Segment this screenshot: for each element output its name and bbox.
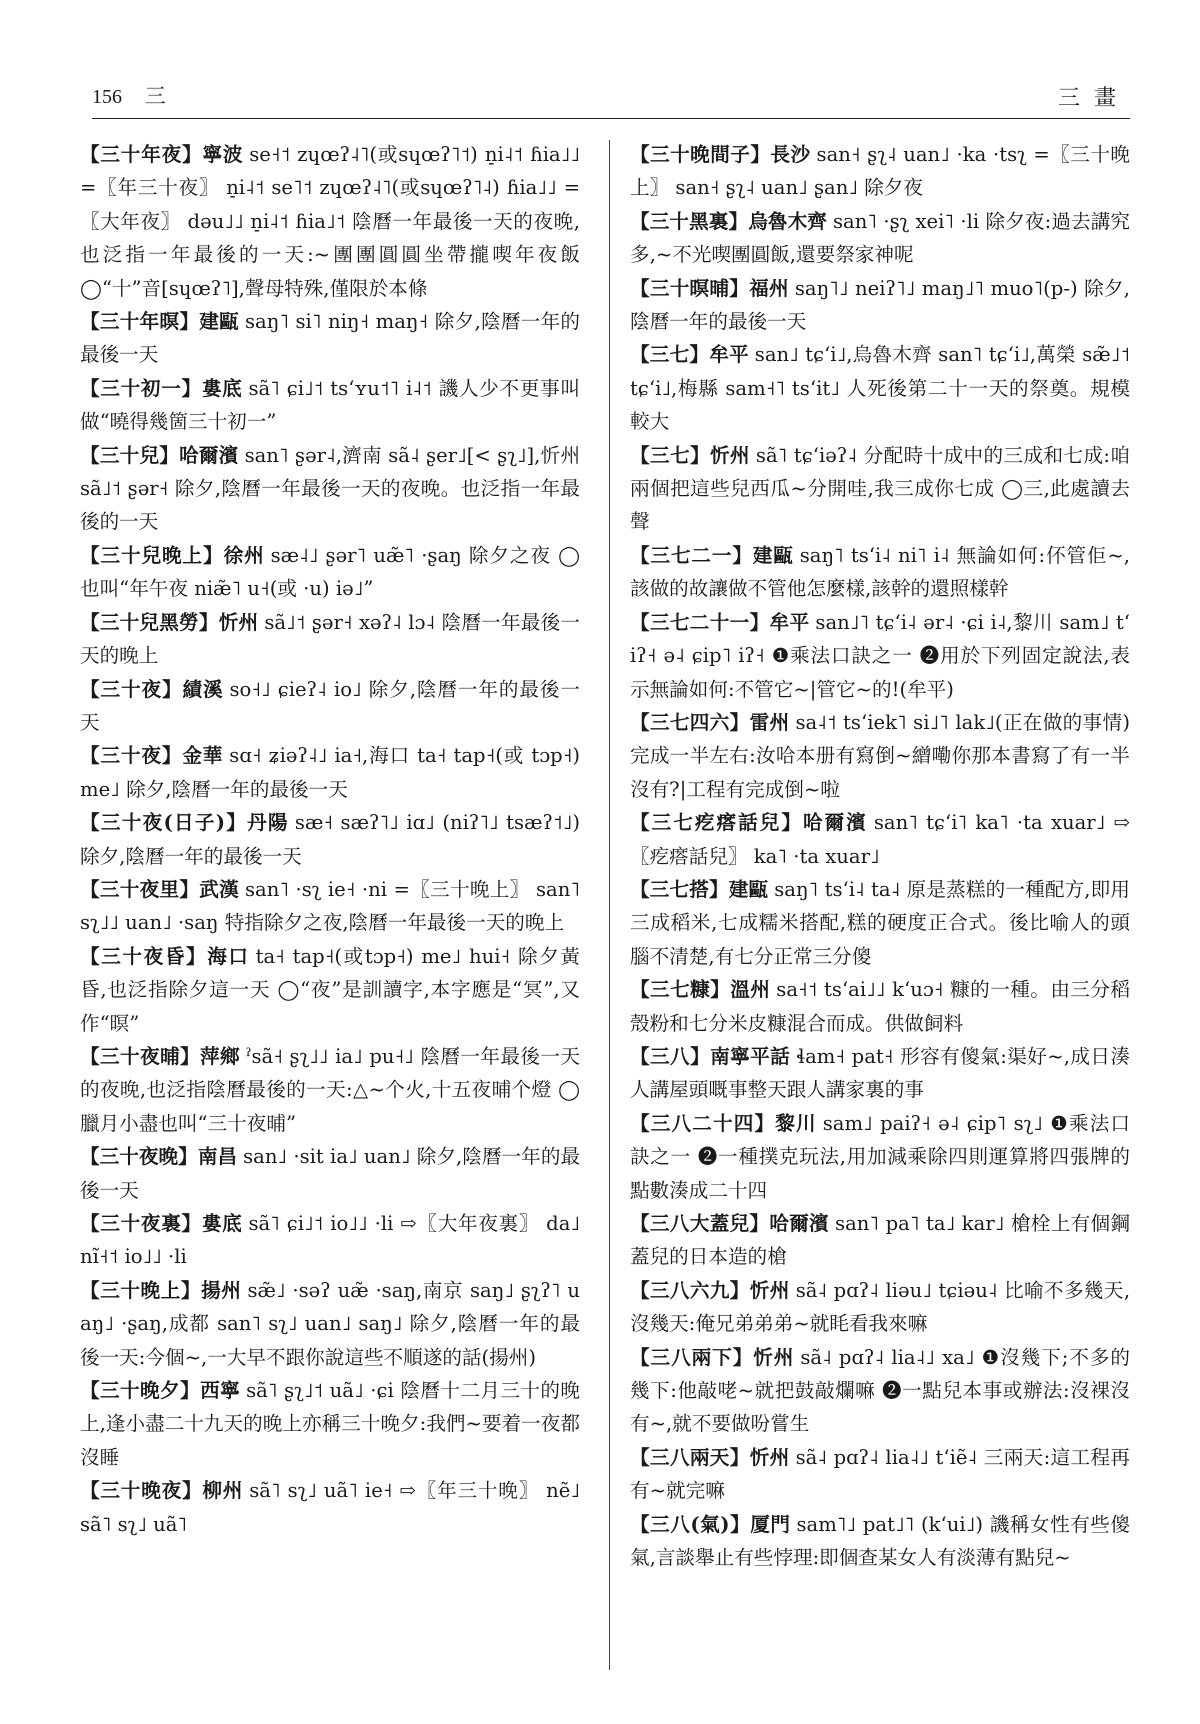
entry-locale: 溫州 [730, 978, 771, 1002]
entry-locale: 萍鄉 [200, 1044, 240, 1068]
entry-locale: 金華 [182, 744, 224, 768]
entry-text: sã˨ pɑʔ˨ lia˨˩ xa˩ ❶沒幾下;不多的幾下:他敲咾~就把鼓敲爛嘛 ❷一點兒本事或辦法:沒裸沒有~,就不要做吩嘗生 [630, 1345, 1131, 1436]
dictionary-entry [630, 539, 1130, 606]
entry-headword: 【 三十夜裏 】 [80, 1212, 202, 1235]
entry-text: saŋ˥ tsʻi˨ ta˨ 原是蒸糕的一種配方,即用三成稻米,七成糯米搭配,糕的硬度正合式。後比喻人的頭腦不清楚,有七分正常三分傻 [630, 877, 1131, 968]
entry-locale: 寧波 [202, 143, 244, 166]
entry-headword: 【 三十暝晡 】 [630, 277, 749, 300]
entry-locale: 揚州 [201, 1278, 242, 1302]
entry-locale: 忻州 [218, 610, 259, 634]
entry-text: sæ̃˩ ·səʔ uæ̃ ·saŋ,南京 saŋ˩ ʂʅʔ˥ uaŋ˩ ·ʂaŋ,成都 san˥ sʅ˩ uan˩ saŋ˩ 除夕,陰曆一年的最後一天:今個~,一大早不跟你說這些不順遂的話(揚州) [80, 1278, 581, 1369]
entry-text: ɬam˧ pat˧ 形容有傻氣:渠好~,成日湊人講屋頭嘅事整天跟人講家裏的事 [630, 1044, 1131, 1102]
dictionary-entry [630, 1107, 1130, 1207]
entry-headword: 【 三七搭 】 [630, 878, 729, 901]
entry-text: sa˨˦ tsʻiek˥ si˩˥ lak˩(正在做的事情)完成一半左右:汝哈本册有寫倒~繒嘞你那本書寫了有一半沒有?|工程有完成倒~啦 [630, 710, 1131, 801]
entry-headword: 【 三十晚間子 】 [630, 143, 770, 166]
dictionary-entry [630, 1274, 1130, 1341]
entry-headword: 【 三十年夜 】 [80, 143, 202, 166]
dictionary-entry [630, 806, 1130, 873]
entry-headword: 【 三十兒 】 [80, 444, 179, 467]
entry-text: sã˥ ɕi˩˦ tsʻʏu˦˥ i˨˦ 譏人少不更事叫做“曉得幾箇三十初一” [80, 376, 581, 434]
dictionary-entry [630, 1508, 1130, 1575]
dictionary-entry [80, 673, 580, 740]
entry-locale: 雷州 [749, 710, 790, 734]
entry-locale: 牟平 [709, 343, 749, 367]
entry-headword: 【 三十兒黑勞 】 [80, 611, 219, 634]
entry-locale: 婁底 [201, 376, 243, 400]
entry-locale: 哈爾濱 [769, 1212, 830, 1235]
entry-locale: 南昌 [197, 1145, 238, 1169]
entry-text: san˥ ·ʂʅ xei˥ ·li 除夕夜:過去講究多,~不光喫團圓飯,還要祭家神呢 [630, 209, 1131, 267]
page-header [92, 78, 1130, 119]
entry-text: saŋ˥ si˥ niŋ˧ maŋ˧ 除夕,陰曆一年的最後一天 [80, 310, 581, 367]
dictionary-entry [630, 973, 1130, 1040]
entry-locale: 海口 [207, 944, 250, 968]
entry-text: sæ˧ sæʔ˥˩ iɑ˩ (niʔ˥˩ tsæʔ˦˩) 除夕,陰曆一年的最後一天 [80, 811, 581, 868]
entry-text: sã˩˦ ʂər˧ xəʔ˨ lɔ˨ 陰曆一年最後一天的晚上 [80, 610, 581, 668]
dictionary-entry [80, 940, 580, 1040]
dictionary-entry [80, 1040, 580, 1140]
entry-headword: 【 三七四六 】 [630, 711, 750, 734]
dictionary-entry [630, 272, 1130, 339]
dictionary-entry [80, 539, 580, 606]
entry-text: san˩ tɕʻi˩,烏魯木齊 san˥ tɕʻi˩,萬榮 sæ̃˩˦ tɕʻi˩,梅縣 sam˧˥ tsʻit˩ 人死後第二十一天的祭奠。規模較大 [630, 343, 1130, 434]
entry-locale: 武漢 [199, 877, 239, 901]
entry-headword: 【 三十夜晚 】 [80, 1145, 198, 1168]
dictionary-entry [630, 873, 1130, 973]
entry-headword: 【 三十夜(日子) 】 [80, 811, 247, 834]
entry-text: sã˥ ʂʅ˩˦ uã˩ ·ɕi 陰曆十二月三十的晚上,逢小盡二十九天的晚上亦稱三十晚夕:我們~要着一夜都沒睡 [80, 1379, 581, 1469]
dictionary-entry [630, 138, 1130, 205]
entry-text: san˥ pa˥ ta˩ kar˩ 槍栓上有個鋼蓋兒的日本造的槍 [630, 1212, 1131, 1269]
dictionary-entry [80, 1274, 580, 1374]
dictionary-entry [80, 739, 580, 806]
entry-headword: 【 三八六九 】 [630, 1279, 750, 1302]
dictionary-entry [80, 1474, 580, 1541]
section-label-right: 三畫 [1057, 86, 1130, 111]
entry-headword: 【 三十夜昏 】 [80, 945, 207, 968]
entry-locale: 忻州 [753, 1345, 795, 1369]
entry-headword: 【 三十黑裏 】 [630, 210, 748, 233]
entry-locale: 建甌 [199, 310, 239, 334]
entry-headword: 【 三十年暝 】 [80, 310, 199, 333]
entry-headword: 【 三八兩下 】 [630, 1346, 753, 1369]
entry-locale: 福州 [749, 276, 789, 300]
entry-headword: 【 三十晚夕 】 [80, 1379, 200, 1402]
entry-text: san˩˥ tɕʻi˨ ər˨ ·ɕi i˨,黎川 sam˩ tʻiʔ˧ ə˨ ɕip˥ iʔ˧ ❶乘法口訣之一 ❷用於下列固定說法,表示無論如何:不管它~|管它~的!(牟平) [630, 610, 1131, 701]
dictionary-entry [80, 305, 580, 372]
page-number: 156 [92, 86, 122, 108]
entry-text: se˧˦ zɥœʔ˨˥(或sɥœʔ˥˦) n̠i˨˦ ɦia˩˩ =〖年三十夜〗 n̠i˨˦ se˥˦ zɥœʔ˨˥(或sɥœʔ˥˨) ɦia˩˩ =〖大年夜〗 dəu˩˩ n̠i˨˦ ɦia˩˦ 陰曆一年最後一天的夜晚,也泛指一年最後的一天:~團團圓圓坐帶攏喫年夜飯 ◯“十”音[sɥœʔ˥],聲母特殊,僅限於本條 [80, 143, 580, 300]
dictionary-entry [630, 338, 1130, 438]
right-column [630, 138, 1130, 1574]
dictionary-entry [630, 1040, 1130, 1107]
entry-text: sã˥ sʅ˩ uã˥ ie˧ ⇨〖年三十晚〗 nẽ˩ sã˥ sʅ˩ uã˥ [80, 1479, 581, 1536]
dictionary-entry [630, 1207, 1130, 1274]
entry-headword: 【 三七二一 】 [630, 544, 753, 567]
entry-locale: 南寧平話 [710, 1044, 791, 1068]
entry-headword: 【 三七 】 [630, 343, 709, 366]
entry-headword: 【 三十兒晚上 】 [80, 544, 224, 567]
entry-headword: 【 三七疙瘩話兒 】 [630, 811, 803, 834]
dictionary-entry [80, 1207, 580, 1274]
dictionary-entry [630, 439, 1130, 539]
entry-locale: 丹陽 [247, 811, 289, 835]
entry-text: sã˥ ɕi˩˦ io˩˩ ·li ⇨〖大年夜裏〗 da˩ nĩ˧˦ io˩˩ ·li [80, 1212, 581, 1269]
entry-locale: 厦門 [750, 1512, 791, 1536]
dictionary-entry [630, 1441, 1130, 1508]
entry-locale: 烏魯木齊 [748, 209, 827, 233]
entry-text: san˩ ·sit ia˩ uan˩ 除夕,陰曆一年的最後一天 [80, 1145, 581, 1202]
entry-text: saŋ˥˩ neiʔ˥˩ maŋ˩˥ muo˥(p-) 除夕,陰曆一年的最後一天 [630, 276, 1131, 334]
entry-text: sæ˨˩ ʂər˥ uæ̃˥ ·ʂaŋ 除夕之夜 ◯也叫“年午夜 niæ̃˥ u˧(或 ·u) iə˩” [80, 543, 581, 601]
entry-text: sɑ˧ ʑiəʔ˨˩ ia˧,海口 ta˧ tap˧(或 tɔp˧) me˩ 除夕,陰曆一年的最後一天 [80, 744, 581, 801]
entry-text: so˧˩ ɕieʔ˨ io˩ 除夕,陰曆一年的最後一天 [80, 677, 581, 734]
entry-headword: 【 三十夜里 】 [80, 878, 199, 901]
entry-locale: 婁底 [201, 1212, 243, 1235]
entry-headword: 【 三八大蓋兒 】 [630, 1212, 769, 1235]
entry-headword: 【 三七糠 】 [630, 978, 730, 1001]
dictionary-entry [630, 1341, 1130, 1441]
section-label-left: 三 [144, 84, 166, 108]
entry-locale: 黎川 [775, 1111, 817, 1135]
entry-locale: 哈爾濱 [179, 443, 239, 467]
entry-headword: 【 三十夜晡 】 [80, 1045, 200, 1068]
dictionary-entry [80, 372, 580, 439]
entry-headword: 【 三八 】 [630, 1045, 710, 1068]
entry-text: sã˨ pɑʔ˨ lia˨˩ tʻiẽ˨ 三兩天:這工程再有~就完嘛 [630, 1445, 1131, 1503]
entry-locale: 牟平 [769, 610, 810, 634]
entry-headword: 【 三八兩天 】 [630, 1446, 750, 1469]
entry-locale: 建甌 [752, 543, 794, 567]
entry-locale: 忻州 [749, 1445, 790, 1469]
left-column [80, 138, 580, 1541]
dictionary-entry [80, 873, 580, 940]
entry-headword: 【 三十晚夜 】 [80, 1479, 202, 1502]
entry-locale: 忻州 [709, 443, 750, 467]
entry-locale: 建甌 [728, 877, 769, 901]
dictionary-entry [630, 606, 1130, 706]
column-divider [609, 140, 610, 1670]
entry-locale: 績溪 [182, 677, 224, 701]
entry-locale: 柳州 [202, 1479, 244, 1503]
entry-headword: 【 三七二十一 】 [630, 611, 770, 634]
entry-text: sam˥˩ pat˩˥ (kʻui˩) 譏稱女性有些傻氣,言談舉止有些悖理:即個查某女人有淡薄有點兒~ [630, 1512, 1131, 1570]
entry-headword: 【 三十初一 】 [80, 377, 202, 400]
entry-text: sam˩ paiʔ˧ ə˨ ɕip˥ sʅ˩ ❶乘法口訣之一 ❷一種撲克玩法,用加減乘除四則運算將四張牌的點數湊成二十四 [630, 1111, 1131, 1202]
entry-locale: 忻州 [749, 1278, 790, 1302]
entry-text: san˥ tɕʻi˥ ka˥ ·ta xuar˩ ⇨〖疙瘩話兒〗 ka˥ ·ta xuar˩ [630, 811, 1130, 868]
entry-headword: 【 三十夜 】 [80, 744, 182, 767]
entry-text: saŋ˥ tsʻi˨ ni˥ i˨ 無論如何:伓管佢~,該做的故讓做不管他怎麼樣,該幹的還照樣幹 [630, 543, 1131, 601]
entry-headword: 【 三八(氣) 】 [630, 1513, 750, 1536]
entry-text: sã˥ tɕʻiəʔ˨ 分配時十成中的三成和七成:咱兩個把這些兒西瓜~分開哇,我三成你七成 ◯三,此處讀去聲 [630, 443, 1131, 534]
entry-locale: 長沙 [770, 143, 811, 166]
dictionary-entry [80, 1140, 580, 1207]
entry-text: san˧ ʂʅ˨ uan˩ ·ka ·tsʅ =〖三十晚上〗 san˧ ʂʅ˨ uan˩ ʂan˩ 除夕夜 [630, 143, 1131, 200]
dictionary-entry [80, 439, 580, 539]
entry-locale: 哈爾濱 [803, 811, 868, 835]
entry-text: san˥ ·sʅ ie˧ ·ni =〖三十晚上〗 san˥ sʅ˩˩ uan˩ ·saŋ 特指除夕之夜,陰曆一年最後一天的晚上 [80, 877, 580, 935]
entry-text: sã˨ pɑʔ˨ liəu˩ tɕiəu˨ 比喻不多幾天,沒幾天:俺兄弟弟弟~就眊看我來嘛 [630, 1278, 1131, 1336]
dictionary-entry [80, 138, 580, 305]
dictionary-entry [80, 806, 580, 873]
dictionary-entry [80, 606, 580, 673]
dictionary-entry [630, 205, 1130, 272]
dictionary-entry [630, 706, 1130, 806]
entry-headword: 【 三十晚上 】 [80, 1279, 201, 1302]
header-left [92, 80, 166, 110]
entry-locale: 西寧 [200, 1379, 241, 1403]
entry-text: san˥ ʂər˨,濟南 sã˨ ʂer˩[< ʂʅ˩],忻州 sã˩˦ ʂər˧ 除夕,陰曆一年最後一天的夜晚。也泛指一年最後的一天 [80, 443, 581, 534]
entry-locale: 徐州 [223, 543, 265, 567]
entry-text: ta˧ tap˧(或tɔp˧) me˩ hui˧ 除夕黃昏,也泛指除夕這一天 ◯“夜”是訓讀字,本字應是“冥”,又作“暝” [80, 944, 581, 1035]
entry-headword: 【 三七 】 [630, 444, 710, 467]
entry-text: sa˧˦ tsʻai˩˩ kʻuɔ˧ 糠的一種。由三分稻殼粉和七分米皮糠混合而成。供做飼料 [630, 978, 1131, 1035]
entry-text: ˀsã˧ ʂʅ˩˩ ia˩ pu˧˩ 陰曆一年最後一天的夜晚,也泛指陰曆最後的一天:△~个火,十五夜晡个燈 ◯臘月小盡也叫“三十夜晡” [80, 1044, 581, 1135]
entry-headword: 【 三十夜 】 [80, 678, 183, 701]
dictionary-entry [80, 1374, 580, 1474]
entry-headword: 【 三八二十四 】 [630, 1112, 775, 1135]
